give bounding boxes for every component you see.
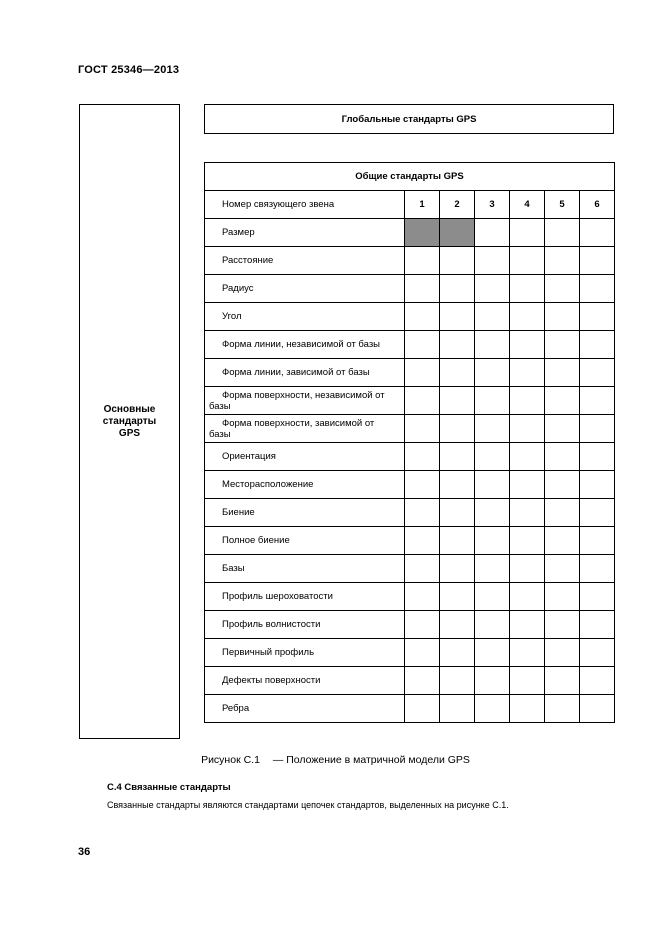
matrix-cell — [405, 331, 440, 359]
matrix-cell — [475, 555, 510, 583]
matrix-cell — [580, 415, 615, 443]
matrix-header-row — [205, 191, 615, 219]
matrix-cell — [545, 331, 580, 359]
matrix-cell — [475, 639, 510, 667]
column-number-3: 3 — [475, 191, 510, 219]
matrix-row — [205, 471, 615, 499]
matrix-cell — [580, 247, 615, 275]
matrix-cell — [510, 247, 545, 275]
matrix-cell — [405, 359, 440, 387]
column-number-6: 6 — [580, 191, 615, 219]
matrix-row — [205, 331, 615, 359]
matrix-cell — [510, 415, 545, 443]
matrix-row-label: Месторасположение — [205, 471, 405, 499]
matrix-cell — [580, 639, 615, 667]
matrix-cell — [580, 275, 615, 303]
matrix-cell — [580, 611, 615, 639]
matrix-cell — [405, 667, 440, 695]
matrix-cell — [475, 499, 510, 527]
matrix-row — [205, 415, 615, 443]
matrix-cell — [545, 303, 580, 331]
global-standards-box: Глобальные стандарты GPS — [204, 104, 614, 134]
matrix-cell — [510, 499, 545, 527]
matrix-cell — [475, 219, 510, 247]
matrix-row-label: Ребра — [205, 695, 405, 723]
matrix-cell — [510, 331, 545, 359]
matrix-title-row — [205, 163, 615, 191]
matrix-cell — [510, 219, 545, 247]
matrix-row — [205, 275, 615, 303]
matrix-cell — [580, 695, 615, 723]
matrix-cell — [545, 415, 580, 443]
document-header: ГОСТ 25346—2013 — [78, 64, 180, 76]
general-standards-title: Общие стандарты GPS — [205, 163, 615, 191]
matrix-cell — [440, 527, 475, 555]
matrix-row-label: Полное биение — [205, 527, 405, 555]
matrix-cell — [440, 695, 475, 723]
matrix-cell — [580, 331, 615, 359]
matrix-cell — [440, 387, 475, 415]
matrix-cell — [580, 583, 615, 611]
figure-caption — [0, 754, 661, 766]
matrix-row-label: Форма линии, зависимой от базы — [205, 359, 405, 387]
matrix-cell — [405, 387, 440, 415]
column-number-1: 1 — [405, 191, 440, 219]
matrix-cell — [440, 275, 475, 303]
main-standards-line3: GPS — [118, 427, 141, 439]
matrix-cell — [580, 527, 615, 555]
matrix-row — [205, 247, 615, 275]
matrix-row-label: Первичный профиль — [205, 639, 405, 667]
matrix-row-label: Дефекты поверхности — [205, 667, 405, 695]
matrix-cell — [545, 667, 580, 695]
matrix-cell — [510, 527, 545, 555]
matrix-cell — [545, 527, 580, 555]
matrix-row — [205, 443, 615, 471]
matrix-cell — [510, 471, 545, 499]
matrix-row — [205, 527, 615, 555]
matrix-cell — [405, 247, 440, 275]
section-text: Связанные стандарты являются стандартами цепочек стандартов, выделенных на рисунке С.1. — [107, 800, 509, 810]
matrix-cell — [580, 303, 615, 331]
matrix-cell — [545, 695, 580, 723]
matrix-cell — [440, 471, 475, 499]
matrix-cell — [475, 611, 510, 639]
gps-matrix-table — [204, 162, 615, 723]
matrix-cell — [580, 443, 615, 471]
matrix-cell — [440, 667, 475, 695]
matrix-cell — [440, 359, 475, 387]
matrix-row — [205, 499, 615, 527]
column-number-2: 2 — [440, 191, 475, 219]
matrix-cell — [545, 471, 580, 499]
main-standards-line2: стандарты — [102, 415, 157, 427]
matrix-cell — [510, 303, 545, 331]
matrix-cell — [510, 387, 545, 415]
matrix-row — [205, 611, 615, 639]
matrix-cell — [405, 471, 440, 499]
matrix-cell — [545, 359, 580, 387]
matrix-cell — [580, 499, 615, 527]
main-standards-box — [79, 104, 180, 739]
matrix-cell — [545, 555, 580, 583]
matrix-cell — [440, 611, 475, 639]
matrix-cell — [440, 639, 475, 667]
matrix-cell — [440, 499, 475, 527]
matrix-cell — [440, 303, 475, 331]
matrix-row — [205, 303, 615, 331]
matrix-row-label: Радиус — [205, 275, 405, 303]
matrix-cell — [545, 639, 580, 667]
matrix-row — [205, 695, 615, 723]
matrix-cell — [510, 695, 545, 723]
matrix-row-label: Биение — [205, 499, 405, 527]
matrix-cell — [580, 555, 615, 583]
matrix-cell — [580, 471, 615, 499]
main-standards-label — [103, 404, 156, 440]
matrix-cell — [545, 443, 580, 471]
matrix-row — [205, 667, 615, 695]
matrix-cell — [405, 303, 440, 331]
main-standards-line1: Основные — [103, 403, 156, 415]
matrix-cell — [580, 667, 615, 695]
matrix-row-label: Профиль волнистости — [205, 611, 405, 639]
matrix-cell — [440, 415, 475, 443]
matrix-cell — [545, 275, 580, 303]
matrix-cell — [580, 387, 615, 415]
matrix-cell — [475, 471, 510, 499]
matrix-cell — [475, 359, 510, 387]
section-title: С.4 Связанные стандарты — [107, 782, 231, 793]
matrix-cell — [545, 219, 580, 247]
chain-link-number-label: Номер связующего звена — [205, 191, 405, 219]
matrix-cell — [440, 247, 475, 275]
matrix-row-label-line2: базы — [209, 428, 231, 440]
matrix-cell — [475, 387, 510, 415]
matrix-cell — [475, 443, 510, 471]
matrix-row — [205, 219, 615, 247]
matrix-row — [205, 555, 615, 583]
matrix-cell — [405, 555, 440, 583]
matrix-row-label: Базы — [205, 555, 405, 583]
page-number: 36 — [78, 846, 91, 858]
matrix-row-label — [205, 387, 405, 415]
matrix-cell — [405, 583, 440, 611]
matrix-cell — [510, 583, 545, 611]
matrix-cell-filled — [405, 219, 440, 247]
matrix-cell — [510, 667, 545, 695]
matrix-row-label-line1: Форма поверхности, независимой от — [222, 389, 385, 401]
matrix-cell — [510, 443, 545, 471]
matrix-row-label: Размер — [205, 219, 405, 247]
matrix-row — [205, 639, 615, 667]
matrix-cell — [510, 359, 545, 387]
matrix-cell — [580, 219, 615, 247]
matrix-cell — [510, 611, 545, 639]
matrix-row-label — [205, 415, 405, 443]
matrix-cell — [405, 639, 440, 667]
matrix-cell — [405, 443, 440, 471]
matrix-cell-filled — [440, 219, 475, 247]
matrix-cell — [545, 583, 580, 611]
matrix-cell — [440, 331, 475, 359]
figure-caption-prefix: Рисунок С.1 — [201, 754, 260, 766]
column-number-5: 5 — [545, 191, 580, 219]
matrix-cell — [405, 695, 440, 723]
matrix-cell — [440, 583, 475, 611]
matrix-row-label: Расстояние — [205, 247, 405, 275]
matrix-cell — [405, 275, 440, 303]
matrix-row-label: Форма линии, независимой от базы — [205, 331, 405, 359]
matrix-cell — [510, 275, 545, 303]
matrix-cell — [440, 443, 475, 471]
matrix-row-label: Угол — [205, 303, 405, 331]
matrix-cell — [510, 555, 545, 583]
figure-caption-text: — Положение в матричной модели GPS — [272, 754, 470, 766]
matrix-row — [205, 583, 615, 611]
matrix-cell — [475, 415, 510, 443]
matrix-cell — [405, 527, 440, 555]
matrix-cell — [545, 499, 580, 527]
matrix-cell — [545, 247, 580, 275]
matrix-row-label: Ориентация — [205, 443, 405, 471]
matrix-cell — [475, 583, 510, 611]
matrix-cell — [405, 415, 440, 443]
matrix-cell — [510, 639, 545, 667]
matrix-cell — [475, 331, 510, 359]
matrix-cell — [545, 611, 580, 639]
column-number-4: 4 — [510, 191, 545, 219]
matrix-row-label-line2: базы — [209, 400, 231, 412]
matrix-row-label: Профиль шероховатости — [205, 583, 405, 611]
matrix-cell — [475, 275, 510, 303]
matrix-cell — [545, 387, 580, 415]
matrix-cell — [405, 499, 440, 527]
matrix-row — [205, 387, 615, 415]
matrix-cell — [440, 555, 475, 583]
matrix-row-label-line1: Форма поверхности, зависимой от — [222, 417, 375, 429]
matrix-cell — [475, 667, 510, 695]
matrix-cell — [475, 247, 510, 275]
matrix-cell — [475, 527, 510, 555]
matrix-cell — [475, 695, 510, 723]
matrix-cell — [405, 611, 440, 639]
matrix-cell — [475, 303, 510, 331]
matrix-cell — [580, 359, 615, 387]
matrix-row — [205, 359, 615, 387]
